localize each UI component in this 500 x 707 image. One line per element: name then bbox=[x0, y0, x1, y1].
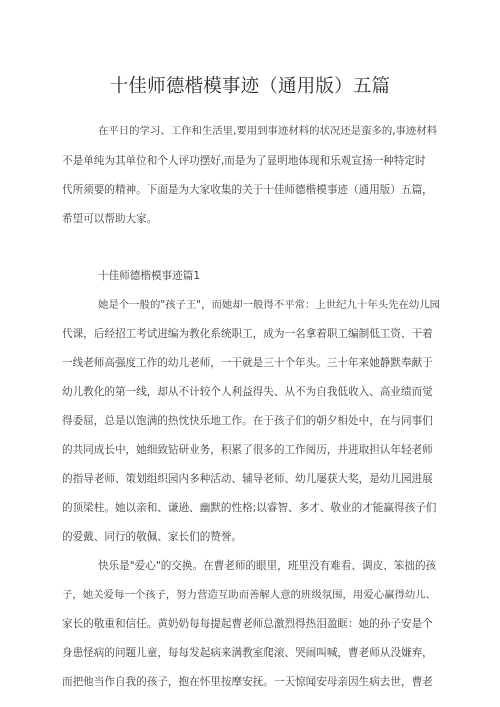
paragraph-line: 身患怪病的问题儿童，每每发起病来满教室爬滚、哭闹叫喊，曹老师从没嫌弃， bbox=[62, 647, 433, 659]
section-heading: 十佳师德楷模事迹篇1 bbox=[98, 270, 201, 282]
intro-line: 不是单纯为其单位和个人评功摆好,而是为了显明地体现和乐观宣扬一种特定时 bbox=[62, 155, 426, 167]
paragraph-line: 而把他当作自我的孩子，抱在怀里按摩安抚。一天惊闻安母亲因生病去世，曹老 bbox=[62, 676, 433, 688]
paragraph-line: 的爱戴、同行的敬佩、家长们的赞誉。 bbox=[62, 531, 243, 543]
paragraph-line: 的共同成长中，她细致钻研业务，积累了很多的工作阅历，并进取担认年轻老师 bbox=[62, 444, 433, 456]
paragraph-line: 她是个一般的"孩子王"，而她却一般得不平常：上世纪九十年头先在幼儿园 bbox=[98, 299, 441, 311]
paragraph-line: 快乐是"爱心"的交换。在曹老师的眼里，班里没有难看、调皮、笨拙的孩 bbox=[98, 560, 437, 572]
intro-line: 在平日的学习、工作和生活里,要用到事迹材料的状况还是蛮多的,事迹材料 bbox=[98, 125, 438, 137]
intro-line: 代所须要的精神。下面是为大家收集的关于十佳师德楷模事迹（通用版）五篇， bbox=[62, 184, 433, 196]
paragraph-line: 代课，后经招工考试进编为教化系统职工，成为一名拿着职工编制低工资、干着 bbox=[62, 328, 433, 340]
paragraph-line: 家长的敬重和信任。黄奶奶每每提起曹老师总激烈得热泪盈眶：她的孙子安是个 bbox=[62, 618, 433, 630]
paragraph-line: 幼儿教化的第一线，却从不计较个人利益得失、从不为自我低收入、高业绩而觉 bbox=[62, 386, 433, 398]
intro-line: 希望可以帮助大家。 bbox=[62, 213, 158, 225]
paragraph-line: 子，她关爱每一个孩子，努力营造互助而善解人意的班级氛围，用爱心赢得幼儿、 bbox=[62, 589, 437, 601]
paragraph-line: 一线老师高强度工作的幼儿老师，一干就是三十个年头。三十年来她静默奉献于 bbox=[62, 357, 433, 369]
paragraph-line: 的指导老师、策划组织园内多种活动、辅导老师、幼儿屡获大奖，是幼儿园进展 bbox=[62, 473, 433, 485]
paragraph-line: 的顶梁柱。她以亲和、谦逊、幽默的性格;以睿智、多才、敬业的才能赢得孩子们 bbox=[62, 502, 437, 514]
page-title: 十佳师德楷模事迹（通用版）五篇 bbox=[109, 76, 391, 97]
paragraph-line: 得委屈，总是以饱满的热忱快乐地工作。在于孩子们的朝夕相处中，在与同事们 bbox=[62, 415, 433, 427]
